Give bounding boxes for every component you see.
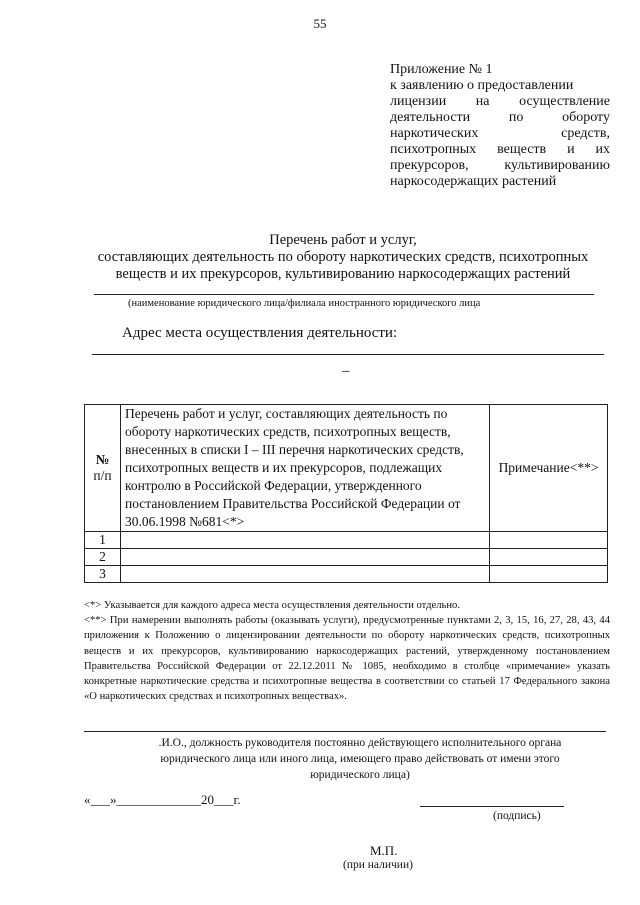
table-row	[85, 566, 608, 583]
row-number: 3	[85, 566, 121, 583]
header-number	[85, 405, 121, 532]
table-row	[85, 532, 608, 549]
appendix-line: наркосодержащих растений	[390, 174, 557, 189]
stamp-note: (при наличии)	[343, 859, 413, 871]
signatory-caption-line: .И.О., должность руководителя постоянно действующего исполнительного органа	[158, 737, 562, 749]
header-number-label: п/п	[93, 468, 112, 483]
page-number: 55	[313, 16, 327, 31]
row-works-cell[interactable]	[121, 549, 490, 566]
row-note-cell[interactable]	[490, 532, 608, 549]
appendix-line: деятельности по обороту	[390, 110, 610, 125]
date-line[interactable]: «___»_____________20___г.	[84, 792, 241, 807]
signatory-caption-line: юридического лица или иного лица, имеющего право действовать от имени этого	[160, 753, 560, 765]
footnote-1: <*> Указывается для каждого адреса места осуществления деятельности отдельно.	[84, 600, 460, 611]
appendix-line: психотропных веществ и их	[390, 142, 610, 157]
row-note-cell[interactable]	[490, 549, 608, 566]
address-line	[92, 354, 604, 355]
header-number-sign: №	[95, 452, 110, 467]
appendix-line: Приложение № 1	[390, 62, 493, 77]
table-row	[85, 549, 608, 566]
header-works: Перечень работ и услуг, составляющих деятельность по обороту наркотических средств, психотропных веществ, внесенных в списки I – III перечня наркотических средств, психотропных веществ и их прекурсоров, подлежащих контролю в Российской Федерации, утвержденного постановлением Правительства Российской Федерации от 30.06.1998 №681<*>	[121, 405, 490, 532]
signatory-caption	[110, 735, 610, 783]
signature-label: (подпись)	[493, 810, 541, 822]
title-line: Перечень работ и услуг,	[269, 232, 417, 248]
stamp-label: М.П.	[370, 843, 398, 858]
footnotes	[84, 598, 610, 704]
signature-line[interactable]	[420, 806, 564, 807]
address-label: Адрес места осуществления деятельности:	[122, 325, 398, 341]
title-line: составляющих деятельность по обороту наркотических средств, психотропных	[97, 249, 589, 265]
row-note-cell[interactable]	[490, 566, 608, 583]
org-name-line	[94, 294, 594, 295]
row-number: 2	[85, 549, 121, 566]
works-table	[84, 404, 608, 583]
appendix-line: наркотических средств,	[390, 126, 610, 141]
table-header-row	[85, 405, 608, 532]
signatory-line	[84, 731, 606, 732]
appendix-header	[390, 62, 610, 190]
appendix-line: прекурсоров, культивированию	[390, 158, 610, 173]
title-line: веществ и их прекурсоров, культивированию наркосодержащих растений	[115, 266, 571, 282]
address-dash: –	[342, 363, 350, 379]
row-works-cell[interactable]	[121, 566, 490, 583]
footnote-2: <**> При намерении выполнять работы (оказывать услуги), предусмотренные пунктами 2, 3, 15, 16, 27, 28, 43, 44 приложения к Положению о лицензировании деятельности по обороту наркотических средств, психотропных веществ и их прекурсоров, культивированию наркосодержащих растений, утвержденному постановлением Правительства Российской Федерации от 22.12.2011 № 1085, необходимо в столбце «примечание» указать конкретные наркотические средства и психотропные вещества в соответствии со статьей 17 Федерального закона «О наркотических средствах и психотропных веществах».	[84, 615, 610, 703]
row-works-cell[interactable]	[121, 532, 490, 549]
document-title	[60, 232, 626, 283]
row-number: 1	[85, 532, 121, 549]
org-name-caption: (наименование юридического лица/филиала иностранного юридического лица	[128, 298, 481, 309]
header-note: Примечание<**>	[490, 405, 608, 532]
appendix-line: лицензии на осуществление	[390, 94, 610, 109]
signatory-caption-line: юридического лица)	[310, 769, 410, 781]
appendix-line: к заявлению о предоставлении	[390, 78, 574, 93]
